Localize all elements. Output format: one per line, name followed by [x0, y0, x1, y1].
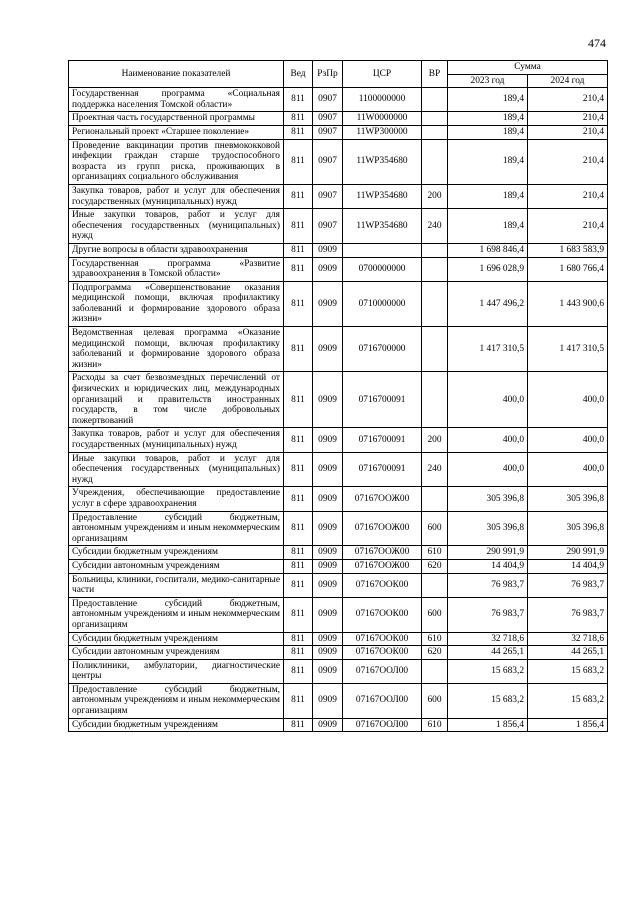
cell-2024: 32 718,6 — [528, 632, 608, 646]
cell-rzpr: 0909 — [313, 487, 343, 511]
table-header — [69, 61, 608, 88]
cell-ved: 811 — [284, 718, 313, 732]
cell-2023: 400,0 — [448, 428, 528, 452]
cell-rzpr: 0907 — [313, 184, 343, 208]
cell-ved: 811 — [284, 487, 313, 511]
header-2024: 2024 год — [528, 74, 608, 88]
cell-2024: 210,4 — [528, 139, 608, 184]
cell-csr: 0716700091 — [343, 372, 422, 428]
cell-csr: 11W0000000 — [343, 112, 422, 126]
cell-csr: 0710000000 — [343, 281, 422, 326]
cell-2023: 290 991,9 — [448, 546, 528, 560]
cell-2023: 1 856,4 — [448, 718, 528, 732]
cell-vr: 620 — [422, 559, 448, 573]
cell-2023: 305 396,8 — [448, 487, 528, 511]
cell-ved: 811 — [284, 243, 313, 257]
cell-csr: 11WP354680 — [343, 184, 422, 208]
cell-name: Предоставление субсидий бюджетным, автономным учреждениям и иным некоммерческим организациям — [69, 511, 284, 546]
cell-rzpr: 0907 — [313, 139, 343, 184]
cell-rzpr: 0909 — [313, 632, 343, 646]
cell-rzpr: 0907 — [313, 209, 343, 244]
cell-2023: 189,4 — [448, 125, 528, 139]
table-row — [69, 452, 608, 487]
cell-name: Проведение вакцинации против пневмококковой инфекции граждан старше трудоспособного возраста из групп риска, проживающих в организациях социального обслуживания — [69, 139, 284, 184]
table-row — [69, 718, 608, 732]
cell-2024: 400,0 — [528, 452, 608, 487]
cell-vr: 620 — [422, 646, 448, 660]
table-row — [69, 243, 608, 257]
cell-csr: 11WP354680 — [343, 139, 422, 184]
cell-name: Другие вопросы в области здравоохранения — [69, 243, 284, 257]
cell-2023: 14 404,9 — [448, 559, 528, 573]
cell-2024: 15 683,2 — [528, 659, 608, 683]
cell-vr — [422, 88, 448, 112]
cell-name: Поликлиники, амбулатории, диагностические центры — [69, 659, 284, 683]
cell-rzpr: 0909 — [313, 243, 343, 257]
table-row — [69, 487, 608, 511]
cell-ved: 811 — [284, 257, 313, 281]
cell-rzpr: 0909 — [313, 257, 343, 281]
cell-ved: 811 — [284, 573, 313, 597]
cell-name: Закупка товаров, работ и услуг для обеспечения государственных (муниципальных) нужд — [69, 184, 284, 208]
cell-csr: 07167ООЖ00 — [343, 487, 422, 511]
cell-2024: 400,0 — [528, 428, 608, 452]
cell-name: Закупка товаров, работ и услуг для обеспечения государственных (муниципальных) нужд — [69, 428, 284, 452]
cell-2024: 305 396,8 — [528, 511, 608, 546]
table-row — [69, 257, 608, 281]
cell-2023: 400,0 — [448, 372, 528, 428]
cell-2024: 14 404,9 — [528, 559, 608, 573]
table-row — [69, 184, 608, 208]
table-row — [69, 597, 608, 632]
cell-name: Учреждения, обеспечивающие предоставление услуг в сфере здравоохранения — [69, 487, 284, 511]
cell-2023: 400,0 — [448, 452, 528, 487]
cell-vr — [422, 372, 448, 428]
cell-csr: 07167ООЖ00 — [343, 546, 422, 560]
cell-2024: 76 983,7 — [528, 597, 608, 632]
cell-ved: 811 — [284, 209, 313, 244]
cell-name: Проектная часть государственной программы — [69, 112, 284, 126]
cell-ved: 811 — [284, 683, 313, 718]
header-csr: ЦСР — [343, 61, 422, 88]
cell-2023: 76 983,7 — [448, 573, 528, 597]
cell-ved: 811 — [284, 125, 313, 139]
cell-ved: 811 — [284, 511, 313, 546]
header-ved: Вед — [284, 61, 313, 88]
header-2023: 2023 год — [448, 74, 528, 88]
cell-name: Субсидии автономным учреждениям — [69, 559, 284, 573]
cell-ved: 811 — [284, 281, 313, 326]
cell-2023: 189,4 — [448, 88, 528, 112]
header-sum: Сумма — [448, 61, 608, 75]
cell-csr: 07167ООЖ00 — [343, 511, 422, 546]
cell-name: Предоставление субсидий бюджетным, автономным учреждениям и иным некоммерческим организациям — [69, 683, 284, 718]
cell-rzpr: 0909 — [313, 327, 343, 372]
cell-vr — [422, 659, 448, 683]
cell-name: Больницы, клиники, госпитали, медико-санитарные части — [69, 573, 284, 597]
cell-rzpr: 0909 — [313, 452, 343, 487]
cell-csr: 1100000000 — [343, 88, 422, 112]
cell-2024: 400,0 — [528, 372, 608, 428]
table-row — [69, 659, 608, 683]
table-row — [69, 632, 608, 646]
table-row — [69, 88, 608, 112]
table-row — [69, 546, 608, 560]
cell-name: Субсидии бюджетным учреждениям — [69, 546, 284, 560]
cell-2023: 15 683,2 — [448, 659, 528, 683]
cell-2023: 44 265,1 — [448, 646, 528, 660]
cell-csr: 07167ООЖ00 — [343, 559, 422, 573]
cell-vr — [422, 139, 448, 184]
cell-ved: 811 — [284, 112, 313, 126]
cell-2024: 1 680 766,4 — [528, 257, 608, 281]
cell-csr — [343, 243, 422, 257]
header-name: Наименование показателей — [69, 61, 284, 88]
cell-2024: 210,4 — [528, 209, 608, 244]
cell-csr: 0716700000 — [343, 327, 422, 372]
cell-name: Субсидии бюджетным учреждениям — [69, 718, 284, 732]
table-row — [69, 559, 608, 573]
cell-vr — [422, 573, 448, 597]
cell-vr: 600 — [422, 511, 448, 546]
table-row — [69, 139, 608, 184]
cell-ved: 811 — [284, 559, 313, 573]
cell-2023: 1 696 028,9 — [448, 257, 528, 281]
cell-csr: 0716700091 — [343, 452, 422, 487]
cell-2024: 1 417 310,5 — [528, 327, 608, 372]
cell-ved: 811 — [284, 632, 313, 646]
cell-2023: 15 683,2 — [448, 683, 528, 718]
cell-2024: 1 443 900,6 — [528, 281, 608, 326]
cell-name: Иные закупки товаров, работ и услуг для обеспечения государственных (муниципальных) нужд — [69, 209, 284, 244]
cell-2023: 32 718,6 — [448, 632, 528, 646]
cell-vr: 200 — [422, 184, 448, 208]
cell-ved: 811 — [284, 659, 313, 683]
cell-vr: 240 — [422, 452, 448, 487]
cell-vr: 600 — [422, 683, 448, 718]
table-row — [69, 125, 608, 139]
cell-2023: 189,4 — [448, 209, 528, 244]
cell-vr — [422, 327, 448, 372]
cell-csr: 07167ООЛ00 — [343, 659, 422, 683]
cell-csr: 07167ООК00 — [343, 632, 422, 646]
cell-2024: 290 991,9 — [528, 546, 608, 560]
cell-2023: 189,4 — [448, 184, 528, 208]
page-number: 474 — [588, 36, 606, 50]
cell-ved: 811 — [284, 372, 313, 428]
cell-2024: 1 683 583,9 — [528, 243, 608, 257]
cell-name: Региональный проект «Старшее поколение» — [69, 125, 284, 139]
cell-2024: 210,4 — [528, 184, 608, 208]
cell-rzpr: 0909 — [313, 281, 343, 326]
cell-rzpr: 0909 — [313, 597, 343, 632]
cell-2024: 44 265,1 — [528, 646, 608, 660]
cell-2023: 189,4 — [448, 139, 528, 184]
cell-name: Государственная программа «Социальная поддержка населения Томской области» — [69, 88, 284, 112]
cell-rzpr: 0909 — [313, 546, 343, 560]
cell-csr: 07167ООК00 — [343, 573, 422, 597]
cell-2024: 1 856,4 — [528, 718, 608, 732]
cell-name: Субсидии автономным учреждениям — [69, 646, 284, 660]
table-row — [69, 327, 608, 372]
cell-csr: 07167ООК00 — [343, 646, 422, 660]
cell-vr — [422, 243, 448, 257]
table-row — [69, 428, 608, 452]
cell-ved: 811 — [284, 88, 313, 112]
cell-vr — [422, 112, 448, 126]
table-body — [69, 88, 608, 732]
table-row — [69, 112, 608, 126]
cell-csr: 0716700091 — [343, 428, 422, 452]
cell-vr — [422, 487, 448, 511]
cell-2024: 305 396,8 — [528, 487, 608, 511]
header-rzpr: РзПр — [313, 61, 343, 88]
cell-rzpr: 0909 — [313, 372, 343, 428]
cell-name: Подпрограмма «Совершенствование оказания медицинской помощи, включая профилактику заболеваний и формирование здорового образа жизни» — [69, 281, 284, 326]
cell-vr: 610 — [422, 718, 448, 732]
cell-vr — [422, 125, 448, 139]
cell-name: Расходы за счет безвозмездных перечислений от физических и юридических лиц, международных организаций и правительств иностранных государств, в том числе добровольных пожертвований — [69, 372, 284, 428]
cell-vr: 610 — [422, 546, 448, 560]
cell-ved: 811 — [284, 546, 313, 560]
cell-2023: 1 698 846,4 — [448, 243, 528, 257]
cell-vr: 200 — [422, 428, 448, 452]
cell-name: Ведомственная целевая программа «Оказание медицинской помощи, включая профилактику заболеваний и формирование здорового образа жизни» — [69, 327, 284, 372]
cell-rzpr: 0909 — [313, 573, 343, 597]
cell-name: Государственная программа «Развитие здравоохранения в Томской области» — [69, 257, 284, 281]
cell-csr: 07167ООК00 — [343, 597, 422, 632]
table-row — [69, 683, 608, 718]
cell-csr: 07167ООЛ00 — [343, 718, 422, 732]
table-row — [69, 209, 608, 244]
cell-csr: 11WP354680 — [343, 209, 422, 244]
cell-rzpr: 0909 — [313, 428, 343, 452]
cell-name: Предоставление субсидий бюджетным, автономным учреждениям и иным некоммерческим организациям — [69, 597, 284, 632]
cell-vr — [422, 281, 448, 326]
cell-2024: 210,4 — [528, 112, 608, 126]
cell-ved: 811 — [284, 327, 313, 372]
cell-2024: 210,4 — [528, 125, 608, 139]
cell-2023: 189,4 — [448, 112, 528, 126]
cell-rzpr: 0907 — [313, 125, 343, 139]
cell-rzpr: 0909 — [313, 646, 343, 660]
cell-ved: 811 — [284, 184, 313, 208]
cell-2023: 1 417 310,5 — [448, 327, 528, 372]
cell-rzpr: 0909 — [313, 559, 343, 573]
cell-rzpr: 0909 — [313, 718, 343, 732]
cell-vr: 610 — [422, 632, 448, 646]
table-row — [69, 646, 608, 660]
cell-rzpr: 0909 — [313, 659, 343, 683]
table-row — [69, 573, 608, 597]
cell-ved: 811 — [284, 452, 313, 487]
cell-ved: 811 — [284, 428, 313, 452]
cell-rzpr: 0907 — [313, 112, 343, 126]
cell-2024: 76 983,7 — [528, 573, 608, 597]
cell-rzpr: 0909 — [313, 511, 343, 546]
cell-csr: 07167ООЛ00 — [343, 683, 422, 718]
cell-name: Субсидии бюджетным учреждениям — [69, 632, 284, 646]
cell-ved: 811 — [284, 597, 313, 632]
cell-ved: 811 — [284, 139, 313, 184]
cell-vr — [422, 257, 448, 281]
cell-2024: 210,4 — [528, 88, 608, 112]
cell-2023: 76 983,7 — [448, 597, 528, 632]
table-row — [69, 511, 608, 546]
cell-2023: 305 396,8 — [448, 511, 528, 546]
cell-name: Иные закупки товаров, работ и услуг для обеспечения государственных (муниципальных) нужд — [69, 452, 284, 487]
cell-2023: 1 447 496,2 — [448, 281, 528, 326]
header-vr: ВР — [422, 61, 448, 88]
cell-rzpr: 0907 — [313, 88, 343, 112]
cell-csr: 11WP300000 — [343, 125, 422, 139]
cell-ved: 811 — [284, 646, 313, 660]
cell-vr: 240 — [422, 209, 448, 244]
budget-table — [68, 60, 608, 732]
cell-vr: 600 — [422, 597, 448, 632]
cell-csr: 0700000000 — [343, 257, 422, 281]
table-row — [69, 281, 608, 326]
table-row — [69, 372, 608, 428]
cell-rzpr: 0909 — [313, 683, 343, 718]
cell-2024: 15 683,2 — [528, 683, 608, 718]
